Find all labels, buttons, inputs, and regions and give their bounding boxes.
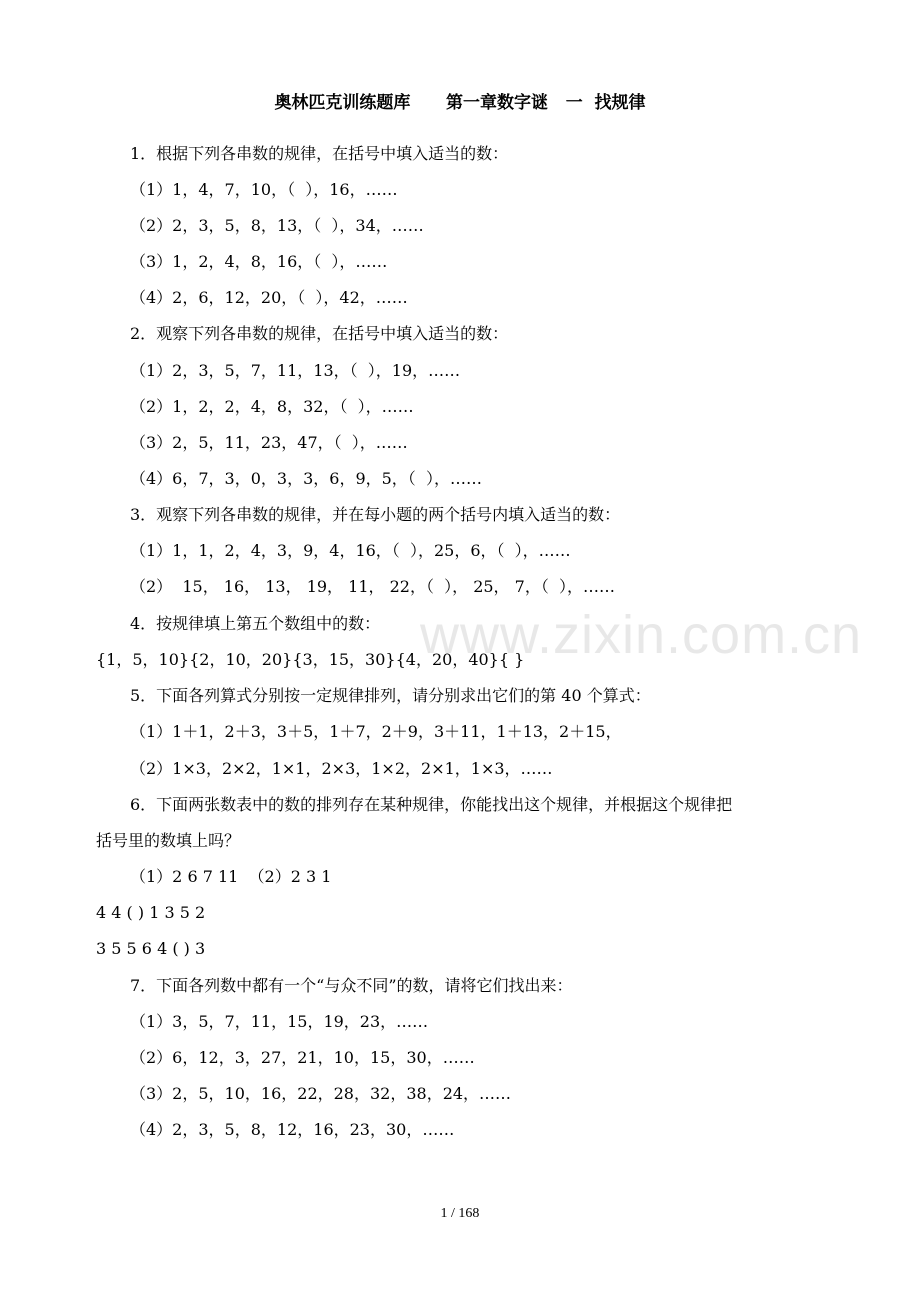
page-number: 1 / 168 (440, 1206, 480, 1221)
question-6-stem-continued: 括号里的数填上吗？ (96, 831, 241, 850)
question-5-item-2: （2）1×3，2×2，1×1，2×3，1×2，2×1，1×3，…… (130, 759, 553, 778)
question-7-stem: 7．下面各列数中都有一个“与众不同”的数，请将它们找出来： (130, 976, 573, 995)
question-1-item-2: （2）2，3，5，8，13，（ ），34，…… (130, 216, 424, 235)
question-2-item-1: （1）2，3，5，7，11，13，（ ），19，…… (130, 361, 461, 380)
question-6-table-row-1: （1）2 6 7 11 （2）2 3 1 (130, 867, 332, 886)
question-3-item-2: （2） 15， 16， 13， 19， 11， 22，（ ）， 25， 7，（ ），…… (130, 577, 615, 596)
question-3-stem: 3．观察下列各串数的规律，并在每小题的两个括号内填入适当的数： (130, 505, 621, 524)
question-1-item-1: （1）1，4，7，10，（ ），16，…… (130, 180, 398, 199)
question-2-item-4: （4）6，7，3，0，3，3，6，9，5，（ ），…… (130, 469, 482, 488)
question-7-item-3: （3）2，5，10，16，22，28，32，38，24，…… (130, 1084, 512, 1103)
question-7-item-1: （1）3，5，7，11，15，19，23，…… (130, 1012, 429, 1031)
question-1-item-3: （3）1，2，4，8，16，（ ），…… (130, 252, 388, 271)
page-title: 奥林匹克训练题库 第一章数字谜 一 找规律 (274, 93, 646, 113)
question-5-item-1: （1）1＋1，2＋3，3＋5，1＋7，2＋9，3＋11，1＋13，2＋15， (130, 722, 622, 741)
question-6-stem: 6．下面两张数表中的数的排列存在某种规律，你能找出这个规律，并根据这个规律把 (130, 795, 733, 814)
question-4-groups: {1，5，10}{2，10，20}{3，15，30}{4，20，40}{ } (96, 650, 525, 669)
question-2-item-3: （3）2，5，11，23，47，（ ），…… (130, 433, 408, 452)
question-2-stem: 2．观察下列各串数的规律，在括号中填入适当的数： (130, 324, 509, 343)
question-3-item-1: （1）1，1，2，4，3，9，4，16，（ ），25，6，（ ），…… (130, 541, 571, 560)
question-6-table-row-2: 4 4 ( ) 1 3 5 2 (96, 903, 206, 922)
question-1-item-4: （4）2，6，12，20，（ ），42，…… (130, 288, 408, 307)
question-2-item-2: （2）1，2，2，4，8，32，（ ），…… (130, 397, 414, 416)
question-1-stem: 1．根据下列各串数的规律，在括号中填入适当的数： (130, 144, 509, 163)
question-6-table-row-3: 3 5 5 6 4 ( ) 3 (96, 939, 206, 958)
question-7-item-2: （2）6，12，3，27，21，10，15，30，…… (130, 1048, 475, 1067)
watermark: www.zixin.com.cn (420, 605, 863, 665)
question-5-stem: 5．下面各列算式分别按一定规律排列，请分别求出它们的第 40 个算式： (130, 686, 651, 705)
question-7-item-4: （4）2，3，5，8，12，16，23，30，…… (130, 1120, 455, 1139)
question-4-stem: 4．按规律填上第五个数组中的数： (130, 614, 381, 633)
